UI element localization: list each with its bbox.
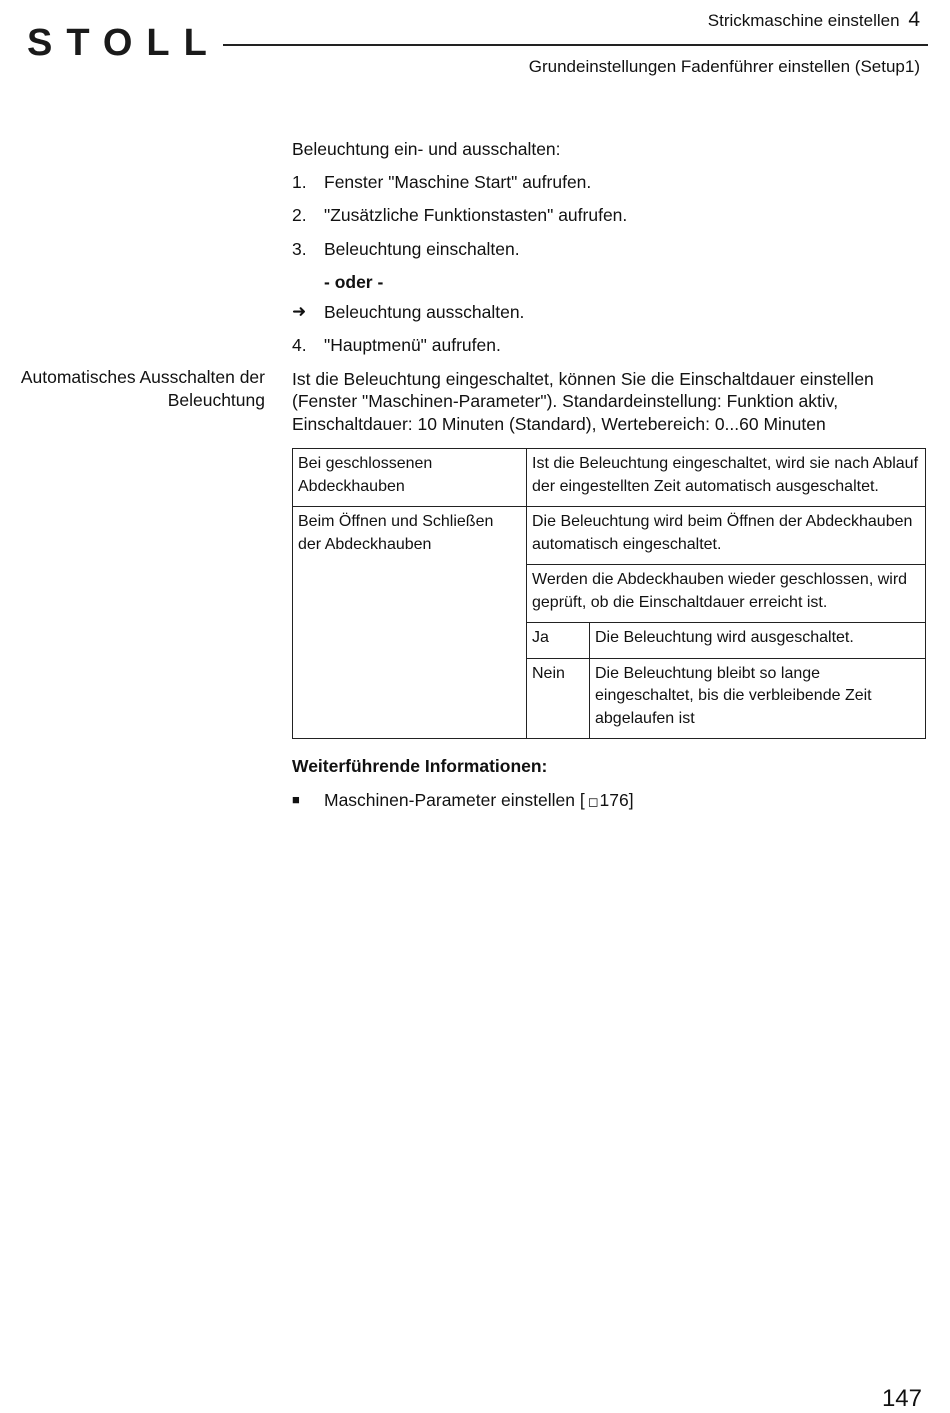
link-text[interactable]: Maschinen-Parameter einstellen xyxy=(324,789,575,810)
step-number: 4. xyxy=(292,335,307,355)
arrow-right-icon: ➜ xyxy=(292,301,307,321)
main-content xyxy=(292,138,932,813)
side-label: Automatisches Ausschalten der Beleuchtung xyxy=(20,367,265,410)
more-info-title: Weiterführende Informationen: xyxy=(292,756,548,776)
step-text: Beleuchtung einschalten. xyxy=(324,238,520,259)
page-reference-icon: ◻ xyxy=(587,793,599,809)
reference-link[interactable]: Maschinen-Parameter einstellen [ ◻176] xyxy=(324,789,634,810)
step-item xyxy=(292,204,932,227)
behavior-table xyxy=(292,448,926,739)
table-cell: Die Beleuchtung wird beim Öffnen der Abdeckhauben automatisch eingeschaltet. xyxy=(527,507,926,565)
step-number: 3. xyxy=(292,238,307,259)
table-row xyxy=(293,507,926,565)
table-cell: Die Beleuchtung bleibt so lange eingeschaltet, bis die verbleibende Zeit abgelaufen ist xyxy=(590,658,926,739)
stoll-logo: STOLL xyxy=(27,22,221,64)
step-number: 2. xyxy=(292,205,307,225)
auto-off-description: Ist die Beleuchtung eingeschaltet, können Sie die Einschaltdauer einstellen (Fenster "Maschinen-Parameter"). Standardeinstellung: Funktion aktiv, Einschaltdauer: 10 Minuten (Standard), Wertebereich: 0...60 Minuten xyxy=(292,368,874,434)
header-rule xyxy=(223,44,928,46)
chapter-title: Strickmaschine einstellen xyxy=(707,11,900,30)
result-text: Beleuchtung ausschalten. xyxy=(324,301,525,322)
step-number: 1. xyxy=(292,171,307,192)
link-page[interactable]: 176 xyxy=(599,789,629,810)
step-item xyxy=(292,334,932,357)
result-item xyxy=(292,301,932,324)
page-number: 147 xyxy=(881,1385,922,1412)
table-cell: Bei geschlossenen Abdeckhauben xyxy=(293,449,527,507)
or-label: - oder - xyxy=(324,272,384,292)
table-cell: Beim Öffnen und Schließen der Abdeckhauben xyxy=(293,507,527,739)
step-item xyxy=(292,171,932,194)
chapter-header xyxy=(708,8,920,33)
list-item xyxy=(292,789,932,814)
table-cell: Ja xyxy=(527,623,590,659)
table-cell: Werden die Abdeckhauben wieder geschlossen, wird geprüft, ob die Einschaltdauer erreicht ist. xyxy=(527,565,926,623)
square-bullet-icon: ■ xyxy=(292,791,300,807)
table-cell: Nein xyxy=(527,658,590,739)
table-row xyxy=(293,449,926,507)
step-item xyxy=(292,238,932,261)
table-cell: Ist die Beleuchtung eingeschaltet, wird sie nach Ablauf der eingestellten Zeit automatisch ausgeschaltet. xyxy=(527,449,926,507)
step-text: "Zusätzliche Funktionstasten" aufrufen. xyxy=(324,205,628,225)
chapter-number: 4 xyxy=(908,8,920,31)
step-text: Fenster "Maschine Start" aufrufen. xyxy=(324,171,592,192)
step-text: "Hauptmenü" aufrufen. xyxy=(324,335,501,355)
section-title: Grundeinstellungen Fadenführer einstellen (Setup1) xyxy=(528,57,920,76)
intro-text: Beleuchtung ein- und ausschalten: xyxy=(292,139,561,159)
table-cell: Die Beleuchtung wird ausgeschaltet. xyxy=(590,623,926,659)
